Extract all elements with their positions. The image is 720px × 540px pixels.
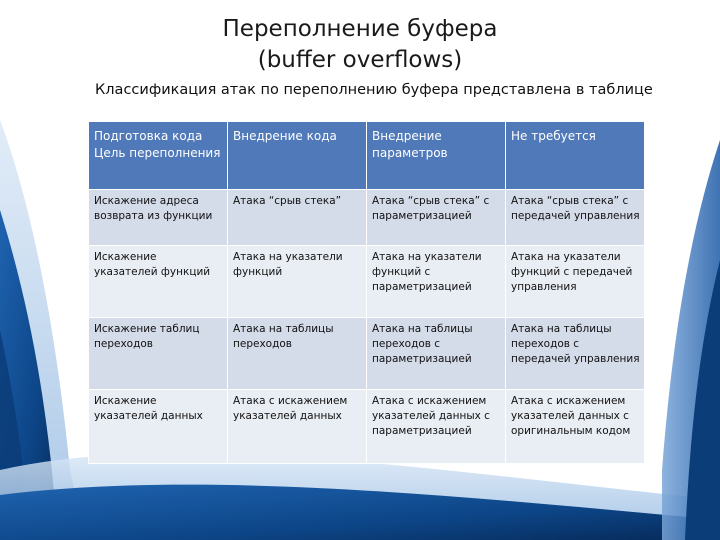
table-cell: Атака с искажением указателей данных [228, 390, 367, 464]
table-row [89, 246, 645, 318]
header-cell: Внедрение параметров [367, 122, 506, 190]
table-cell: Атака “срыв стека” с передачей управления [506, 190, 645, 246]
table-cell: Атака с искажением указателей данных с параметризацией [367, 390, 506, 464]
table-cell: Атака с искажением указателей данных с оригинальным кодом [506, 390, 645, 464]
slide-subtitle: Классификация атак по переполнению буфера представлена в таблице [95, 82, 653, 98]
table-cell: Атака “срыв стека” с параметризацией [367, 190, 506, 246]
table-cell: Искажение адреса возврата из функции [89, 190, 228, 246]
header-cell: Подготовка кода Цель переполнения [89, 122, 228, 190]
table-row [89, 318, 645, 390]
attack-classification-table [88, 121, 645, 464]
table-cell: Атака на таблицы переходов [228, 318, 367, 390]
table-cell: Искажение таблиц переходов [89, 318, 228, 390]
table-cell: Атака “срыв стека” [228, 190, 367, 246]
table-cell: Атака на таблицы переходов с передачей управления [506, 318, 645, 390]
table-row [89, 190, 645, 246]
slide-title [0, 14, 720, 76]
table-cell: Атака на таблицы переходов с параметризацией [367, 318, 506, 390]
table-cell: Искажение указателей функций [89, 246, 228, 318]
header-cell: Не требуется [506, 122, 645, 190]
table-header-row [89, 122, 645, 190]
title-line-2: (buffer overflows) [257, 47, 463, 73]
table-cell: Атака на указатели функций с параметризацией [367, 246, 506, 318]
table-cell: Искажение указателей данных [89, 390, 228, 464]
table-cell: Атака на указатели функций [228, 246, 367, 318]
table-row [89, 390, 645, 464]
table-cell: Атака на указатели функций с передачей управления [506, 246, 645, 318]
header-cell: Внедрение кода [228, 122, 367, 190]
title-line-1: Переполнение буфера [222, 16, 498, 42]
